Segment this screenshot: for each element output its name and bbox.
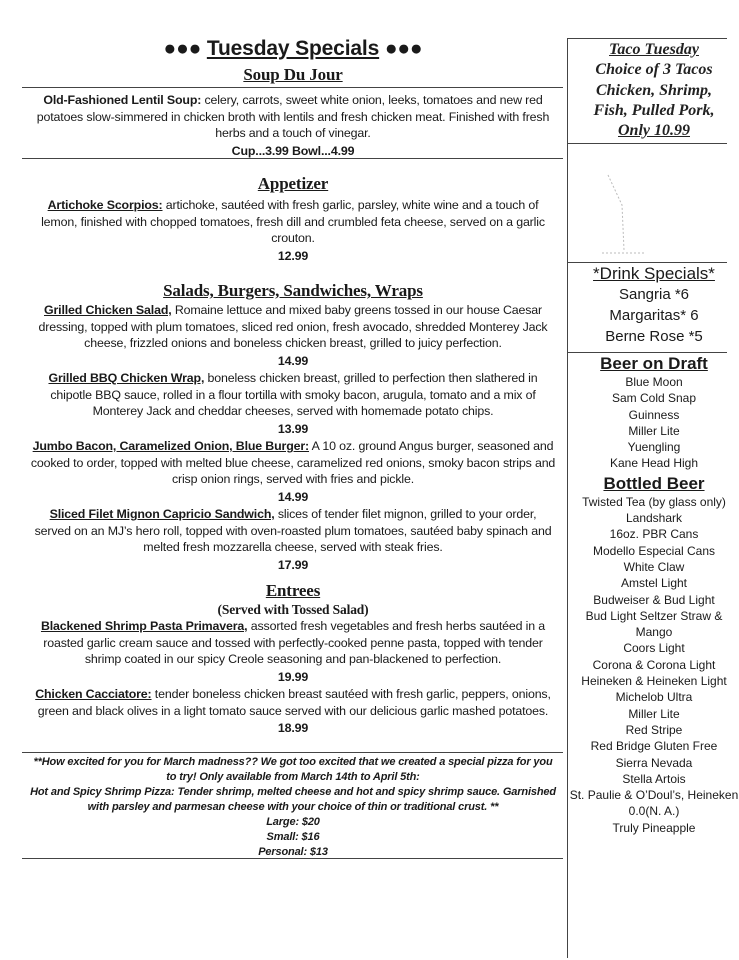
soup-name: Old-Fashioned Lentil Soup: [43, 93, 202, 107]
beer-item: Budweiser & Bud Light [593, 592, 715, 607]
promo-size: Personal: $13 [258, 846, 328, 858]
menu-item [32, 618, 554, 685]
divider [22, 752, 563, 753]
drink-item: Sangria *6 [618, 286, 690, 303]
divider [567, 38, 727, 39]
beer-item: Twisted Tea (by glass only) [582, 494, 726, 509]
item-name: Jumbo Bacon, Caramelized Onion, Blue Burger: [32, 439, 310, 453]
beer-item: Miller Lite [628, 706, 680, 721]
menu-item [30, 370, 556, 437]
promo-size: Large: $20 [266, 816, 320, 828]
item-name: Grilled Chicken Salad, [44, 303, 172, 317]
drink-item: Margaritas* 6 [609, 307, 699, 324]
entrees-list [24, 618, 562, 738]
beer-item: Coors Light [623, 641, 685, 656]
divider [22, 158, 563, 159]
item-price: 14.99 [277, 489, 309, 504]
item-desc: slices of tender filet mignon, grilled to your order, served on an MJ’s hero roll, topped with oven-roasted plum tomatoes, sautéed baby spinach and melted fresh mozzarella cheese, served with steak fries. [34, 507, 552, 554]
beer-item: Modello Especial Cans [592, 543, 716, 558]
taco-title: Taco Tuesday [609, 41, 699, 58]
beer-item: Corona & Corona Light [592, 657, 716, 672]
entrees-subheading: (Served with Tossed Salad) [217, 602, 369, 617]
divider [567, 262, 727, 263]
drink-specials [569, 264, 739, 347]
item-price: 14.99 [277, 353, 309, 368]
item-desc: Romaine lettuce and mixed baby greens tossed in our house Caesar dressing, topped with plum tomatoes, sliced red onion, fresh avocado, shredded Monterey Jack cheese, frizzled onions and boneless chicken breast, grilled to juicy perfection. [38, 303, 548, 350]
menu-item [32, 686, 554, 737]
item-name: Blackened Shrimp Pasta Primavera, [40, 619, 248, 633]
appetizer-desc: artichoke, sautéed with fresh garlic, parsley, white wine and a touch of lemon, finished with chopped tomatoes, fresh dill and crumbled feta cheese, served on a garlic crouton. [41, 198, 545, 245]
promo-size: Small: $16 [266, 831, 320, 843]
taco-line: Fish, Pulled Pork, [593, 101, 715, 119]
beer-item: Yuengling [627, 440, 681, 455]
draft-heading: Beer on Draft [600, 354, 708, 373]
draft-list [569, 374, 739, 472]
item-price: 13.99 [277, 421, 309, 436]
bottled-list [569, 494, 739, 836]
appetizer-price: 12.99 [277, 248, 309, 263]
bottled-heading: Bottled Beer [603, 473, 705, 493]
beer-item: Michelob Ultra [615, 690, 693, 705]
beer-item: 16oz. PBR Cans [609, 527, 699, 542]
beer-item: Stella Artois [622, 771, 686, 786]
item-desc: A 10 oz. ground Angus burger, seasoned and cooked to order, topped with melted blue cheese, caramelized red onions, smoky bacon strips and crisp onion rings, served with fries and pickle. [30, 439, 556, 486]
menu-item [30, 302, 556, 369]
beer-item: Red Stripe [625, 722, 683, 737]
promo-intro: **How excited for you for March madness?? We got too excited that we created a special pizza for you to try! Only available from March 14th to April 5th: [33, 756, 553, 783]
soup-item [24, 92, 562, 160]
taco-tuesday-box [569, 40, 739, 141]
beer-item: Guinness [628, 407, 680, 422]
menu-item [30, 438, 556, 505]
item-name: Chicken Cacciatore: [35, 687, 152, 701]
martini-glass-icon [600, 165, 650, 260]
item-price: 18.99 [277, 721, 309, 735]
pizza-promo [24, 755, 562, 860]
beer-item: Sam Cold Snap [611, 391, 697, 406]
promo-pizza: Hot and Spicy Shrimp Pizza: Tender shrimp, melted cheese and hot and spicy shrimp sauce. Garnished with parsley and parmesan cheese with your choice of thin or traditional crust. ** [30, 786, 556, 813]
beer-item: Truly Pineapple [612, 820, 696, 835]
appetizer-heading: Appetizer [257, 174, 329, 193]
appetizer-name: Artichoke Scorpios: [47, 198, 163, 212]
beer-item: Miller Lite [628, 423, 680, 438]
salads-list [24, 302, 562, 574]
divider [567, 352, 727, 353]
beer-item: Kane Head High [609, 456, 699, 471]
taco-price: Only 10.99 [618, 122, 690, 140]
soup-desc: celery, carrots, sweet white onion, leeks, tomatoes and new red potatoes slow-simmered in chicken broth with lentils and fresh chicken meat. Finished with fresh herbs and a touch of vinegar. [36, 93, 550, 140]
item-name: Grilled BBQ Chicken Wrap, [48, 371, 205, 385]
drink-item: Berne Rose *5 [605, 328, 703, 345]
appetizer-item [24, 197, 562, 265]
salads-heading: Salads, Burgers, Sandwiches, Wraps [163, 281, 423, 300]
beer-item: Landshark [625, 511, 683, 526]
beer-item: Amstel Light [620, 576, 688, 591]
soup-price: Cup...3.99 Bowl...4.99 [231, 143, 355, 158]
beer-on-draft [569, 354, 739, 836]
column-divider [567, 38, 568, 958]
soup-heading: Soup Du Jour [243, 65, 343, 84]
menu-item [30, 506, 556, 573]
beer-item: St. Paulie & O’Doul’s, Heineken 0.0(N. A.) [569, 788, 739, 819]
item-price: 17.99 [277, 557, 309, 572]
item-desc: assorted fresh vegetables and fresh herbs sautéed in a roasted garlic cream sauce and tossed with perfectly-cooked penne pasta, topped with tender shrimp coated in our spicy Creole seasoning and pan-blackened to perfection. [43, 619, 546, 666]
item-desc: tender boneless chicken breast sautéed with fresh garlic, peppers, onions, green and black olives in a light tomato sauce served with our delicious garlic mashed potatoes. [37, 687, 551, 718]
bullets-right: ●●● [384, 37, 423, 60]
item-price: 19.99 [277, 669, 309, 684]
divider [22, 87, 563, 88]
item-name: Sliced Filet Mignon Capricio Sandwich, [49, 507, 275, 521]
divider [22, 858, 563, 859]
item-desc: boneless chicken breast, grilled to perfection then slathered in chipotle BBQ sauce, rolled in a flour tortilla with smoky bacon, arugula, tomato and a mix of Monterey Jack and cheddar cheeses, served with homemade potato chips. [50, 371, 538, 418]
beer-item: Sierra Nevada [615, 755, 693, 770]
entrees-heading: Entrees [265, 581, 321, 600]
bullets-left: ●●● [163, 37, 202, 60]
beer-item: Blue Moon [625, 375, 683, 389]
beer-item: Bud Light Seltzer Straw & Mango [585, 608, 723, 640]
divider [567, 143, 727, 144]
beer-item: Heineken & Heineken Light [581, 674, 727, 689]
page-title [24, 37, 562, 60]
beer-item: White Claw [623, 559, 685, 574]
title-text: Tuesday Specials [206, 37, 380, 60]
taco-line: Chicken, Shrimp, [595, 81, 713, 99]
taco-line: Choice of 3 Tacos [595, 61, 713, 79]
drink-specials-heading: *Drink Specials* [593, 264, 715, 283]
beer-item: Red Bridge Gluten Free [590, 739, 718, 754]
